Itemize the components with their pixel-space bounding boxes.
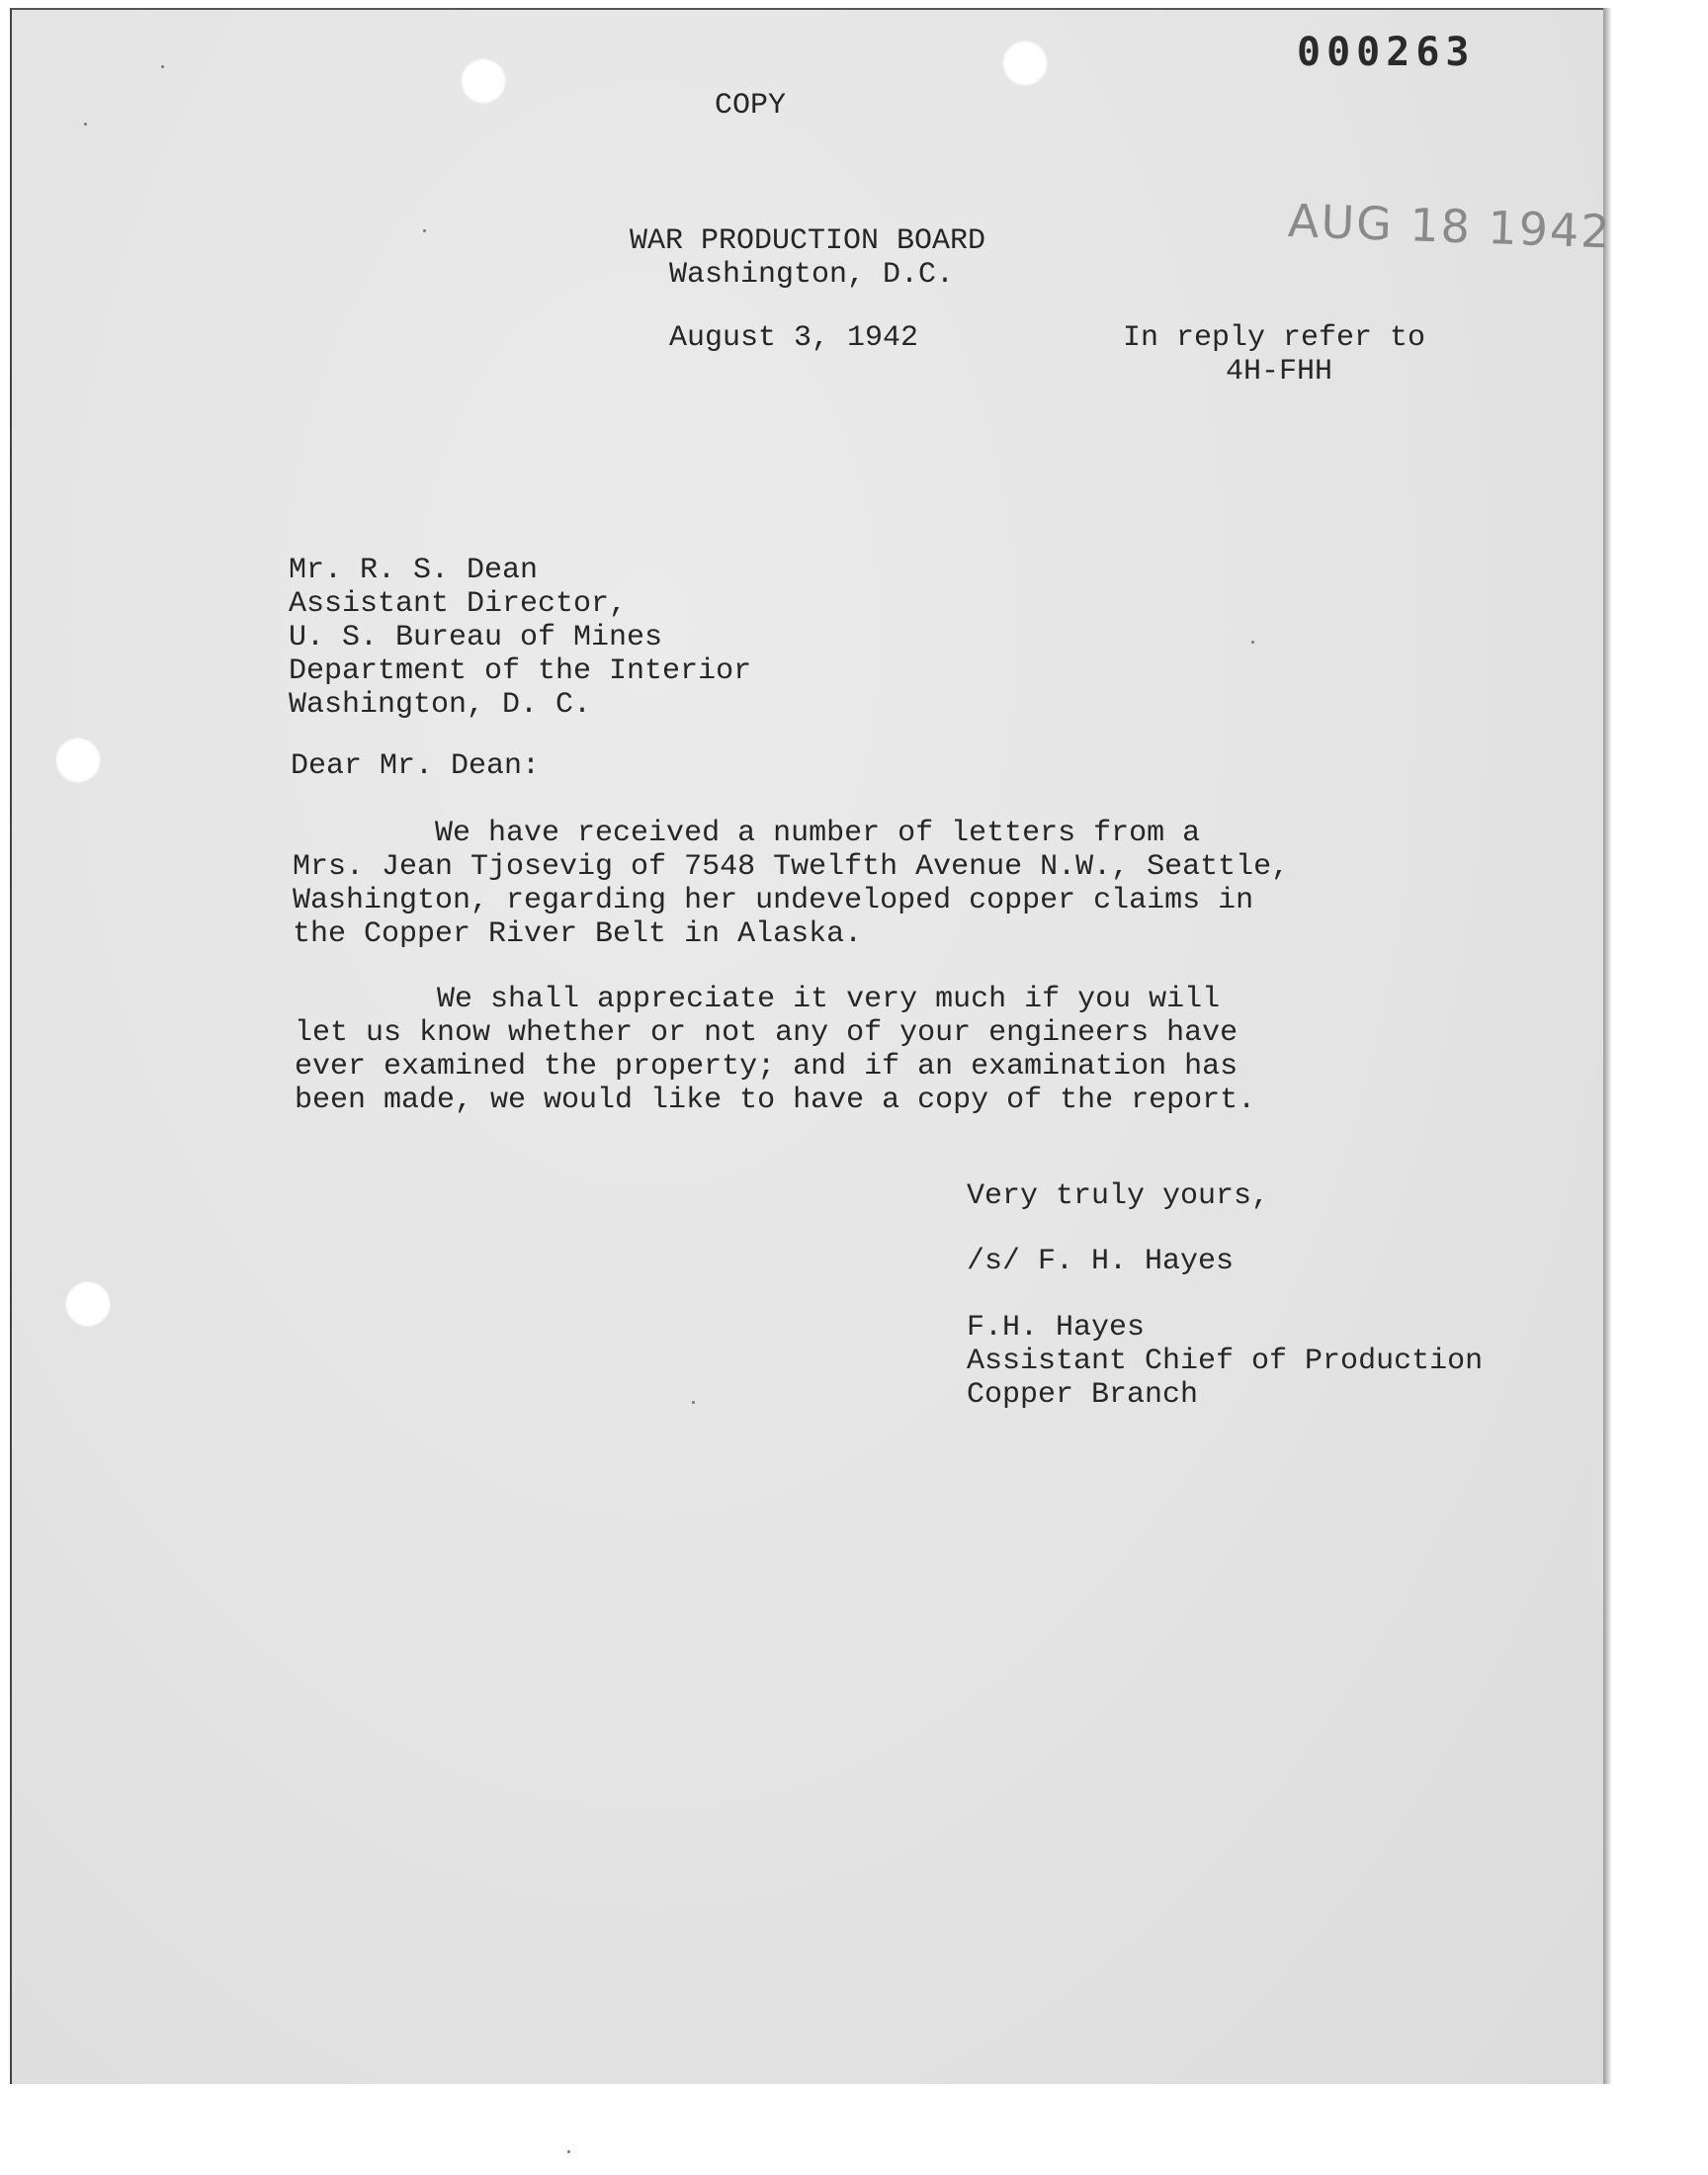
letter-date: August 3, 1942	[669, 321, 919, 355]
recipient-line: Mr. R. S. Dean	[289, 554, 539, 587]
recipient-line: Washington, D. C.	[289, 688, 592, 722]
paper-speck	[567, 2150, 570, 2153]
body-line: ever examined the property; and if an examination has	[295, 1050, 1238, 1084]
sheet-edge-shadow	[1603, 8, 1611, 2084]
signature: /s/ F. H. Hayes	[967, 1245, 1235, 1278]
letterhead-org: WAR PRODUCTION BOARD	[630, 224, 986, 258]
recipient-line: Department of the Interior	[289, 654, 752, 688]
received-date-stamp: AUG 18 1942	[1287, 194, 1613, 259]
letterhead-city: Washington, D.C.	[669, 258, 955, 292]
punch-hole-top-left	[461, 58, 506, 104]
body-line: let us know whether or not any of your engineers have	[295, 1016, 1238, 1050]
paper-speck	[423, 229, 426, 232]
signer-branch: Copper Branch	[967, 1378, 1199, 1412]
body-line: been made, we would like to have a copy of the report.	[295, 1084, 1256, 1117]
body-line: Mrs. Jean Tjosevig of 7548 Twelfth Avenue N.W., Seattle,	[293, 850, 1290, 884]
recipient-line: U. S. Bureau of Mines	[289, 621, 663, 654]
copy-label: COPY	[715, 89, 787, 123]
body-line: We have received a number of letters from a	[293, 817, 1201, 850]
paper-speck	[1251, 641, 1254, 644]
punch-hole-top-right	[1002, 41, 1048, 86]
body-line: the Copper River Belt in Alaska.	[293, 917, 863, 951]
punch-hole-left-upper	[55, 738, 101, 783]
salutation: Dear Mr. Dean:	[291, 749, 541, 783]
document-number-stamp: 000263	[1297, 30, 1476, 75]
punch-hole-left-lower	[65, 1281, 111, 1327]
signer-name: F.H. Hayes	[967, 1311, 1146, 1345]
closing: Very truly yours,	[967, 1179, 1270, 1213]
body-line: Washington, regarding her undeveloped copper claims in	[293, 884, 1254, 917]
signer-title: Assistant Chief of Production	[967, 1345, 1484, 1378]
paper-speck	[84, 123, 87, 126]
recipient-line: Assistant Director,	[289, 587, 628, 621]
paper-speck	[161, 65, 164, 68]
body-line: We shall appreciate it very much if you will	[295, 983, 1221, 1016]
reference-code: 4H-FHH	[1226, 355, 1333, 389]
reference-label: In reply refer to	[1123, 321, 1426, 355]
paper-speck	[692, 1401, 695, 1404]
